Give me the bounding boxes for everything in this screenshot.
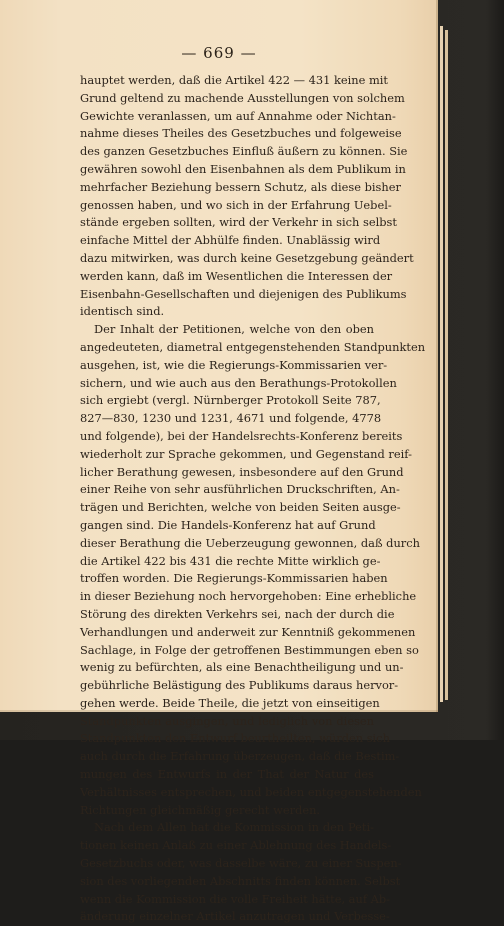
text-line: licher Berathung gewesen, insbesondere auf den Grund (80, 464, 404, 479)
text-line: gehen werde. Beide Theile, die jetzt von einseitigen (80, 695, 380, 710)
text-line: Standpunkten ausgingen, und lediglich von diesen (80, 713, 374, 728)
text-line: genossen haben, und wo sich in der Erfahrung Uebel- (80, 197, 392, 212)
text-line: in dieser Beziehung noch hervorgehoben: Eine erhebliche (80, 589, 417, 604)
text-line: angedeuteten, diametral entgegenstehenden Standpunkten (80, 339, 426, 354)
text-line: wenig zu befürchten, als eine Benachtheiligung und un- (80, 660, 404, 675)
text-line: änderung einzelner Artikel anzutragen und Verbesse- (80, 909, 390, 924)
text-line: Gewichte veranlassen, um auf Annahme oder Nichtan- (80, 108, 396, 123)
text-line: tionen keinen Anlaß zu einer Ablehnung des Handels- (80, 838, 392, 853)
text-line: die Artikel 422 bis 431 die rechte Mitte wirklich ge- (80, 553, 381, 568)
text-line: Grund geltend zu machende Ausstellungen von solchem (80, 90, 405, 105)
text-line: Richtungen gleichmäßig gerecht werden. (80, 802, 321, 817)
text-line: wenn die Kommission die volle Freiheit hätte, auf Ab- (80, 891, 391, 906)
text-line: einer Reihe von sehr ausführlichen Druckschriften, An- (80, 482, 400, 497)
text-line: nahme dieses Theiles des Gesetzbuches und folgeweise (80, 126, 402, 141)
text-line: ausgehen, ist, wie die Regierungs-Kommissarien ver- (80, 357, 388, 372)
text-line: Verhandlungen und anderweit zur Kenntniß gekommenen (80, 624, 416, 639)
text-line: und folgende), bei der Handelsrechts-Konferenz bereits (80, 428, 403, 443)
text-line: Eisenbahn-Gesellschaften und diejenigen des Publikums (80, 286, 407, 301)
text-line: werden kann, daß im Wesentlichen die Interessen der (80, 268, 393, 283)
text-line: troffen worden. Die Regierungs-Kommissarien haben (80, 571, 388, 586)
text-line: Störung des direkten Verkehrs sei, nach der durch die (80, 606, 395, 621)
text-line: sion des vorliegenden Abschnitts finden können. Selbst (80, 873, 401, 888)
text-line: hauptet werden, daß die Artikel 422 — 431 keine mit (80, 73, 388, 87)
text-line: wiederholt zur Sprache gekommen, und Gegenstand reif- (80, 446, 412, 461)
text-line: Sachlage, in Folge der getroffenen Bestimmungen eben so (80, 642, 419, 657)
page-edge (445, 30, 448, 700)
text-line: dazu mitwirken, was durch keine Gesetzgebung geändert (80, 250, 414, 265)
text-line: auch durch die Erfahrung überzeugen, daß die Bestim- (80, 749, 400, 764)
text-line: gebührliche Belästigung des Publikums daraus hervor- (80, 678, 399, 693)
text-line: identisch sind. (80, 304, 165, 319)
text-line: gangen sind. Die Handels-Konferenz hat auf Grund (80, 517, 376, 532)
page-edge (440, 26, 443, 702)
text-line: dieser Berathung die Ueberzeugung gewonnen, daß durch (80, 535, 420, 550)
text-line: sich ergiebt (vergl. Nürnberger Protokoll Seite 787, (80, 393, 381, 408)
body-text (80, 72, 426, 926)
text-line: stände ergeben sollten, wird der Verkehr in sich selbst (80, 215, 397, 230)
text-line: Der Inhalt der Petitionen, welche von den oben (94, 322, 374, 337)
page-number: — 669 — (181, 44, 257, 62)
text-line: einfache Mittel der Abhülfe finden. Unablässig wird (80, 233, 381, 248)
text-line: Standpunkten den Entwurf beurtheilten, würden sich (80, 731, 390, 746)
text-line: Nach dem Allen hat die Kommission in den Peti- (94, 820, 374, 835)
text-line: mungen des Entwurfs in der That der Natur des (80, 767, 374, 782)
text-line: Gesetzbuchs oder, was dasselbe wäre, zu einer Suspen- (80, 856, 402, 871)
text-line: gewähren sowohl den Eisenbahnen als dem Publikum in (80, 161, 406, 176)
text-line: des ganzen Gesetzbuches Einfluß äußern zu können. Sie (80, 144, 408, 159)
text-line: 827—830, 1230 und 1231, 4671 und folgende, 4778 (80, 411, 382, 426)
text-line: mehrfacher Beziehung bessern Schutz, als diese bisher (80, 179, 401, 194)
text-line: trägen und Berichten, welche von beiden Seiten ausge- (80, 500, 401, 515)
text-line: sichern, und wie auch aus den Berathungs-Protokollen (80, 375, 397, 390)
text-line: Verhältnisses entsprechen, und beiden entgegenstehenden (80, 784, 422, 799)
